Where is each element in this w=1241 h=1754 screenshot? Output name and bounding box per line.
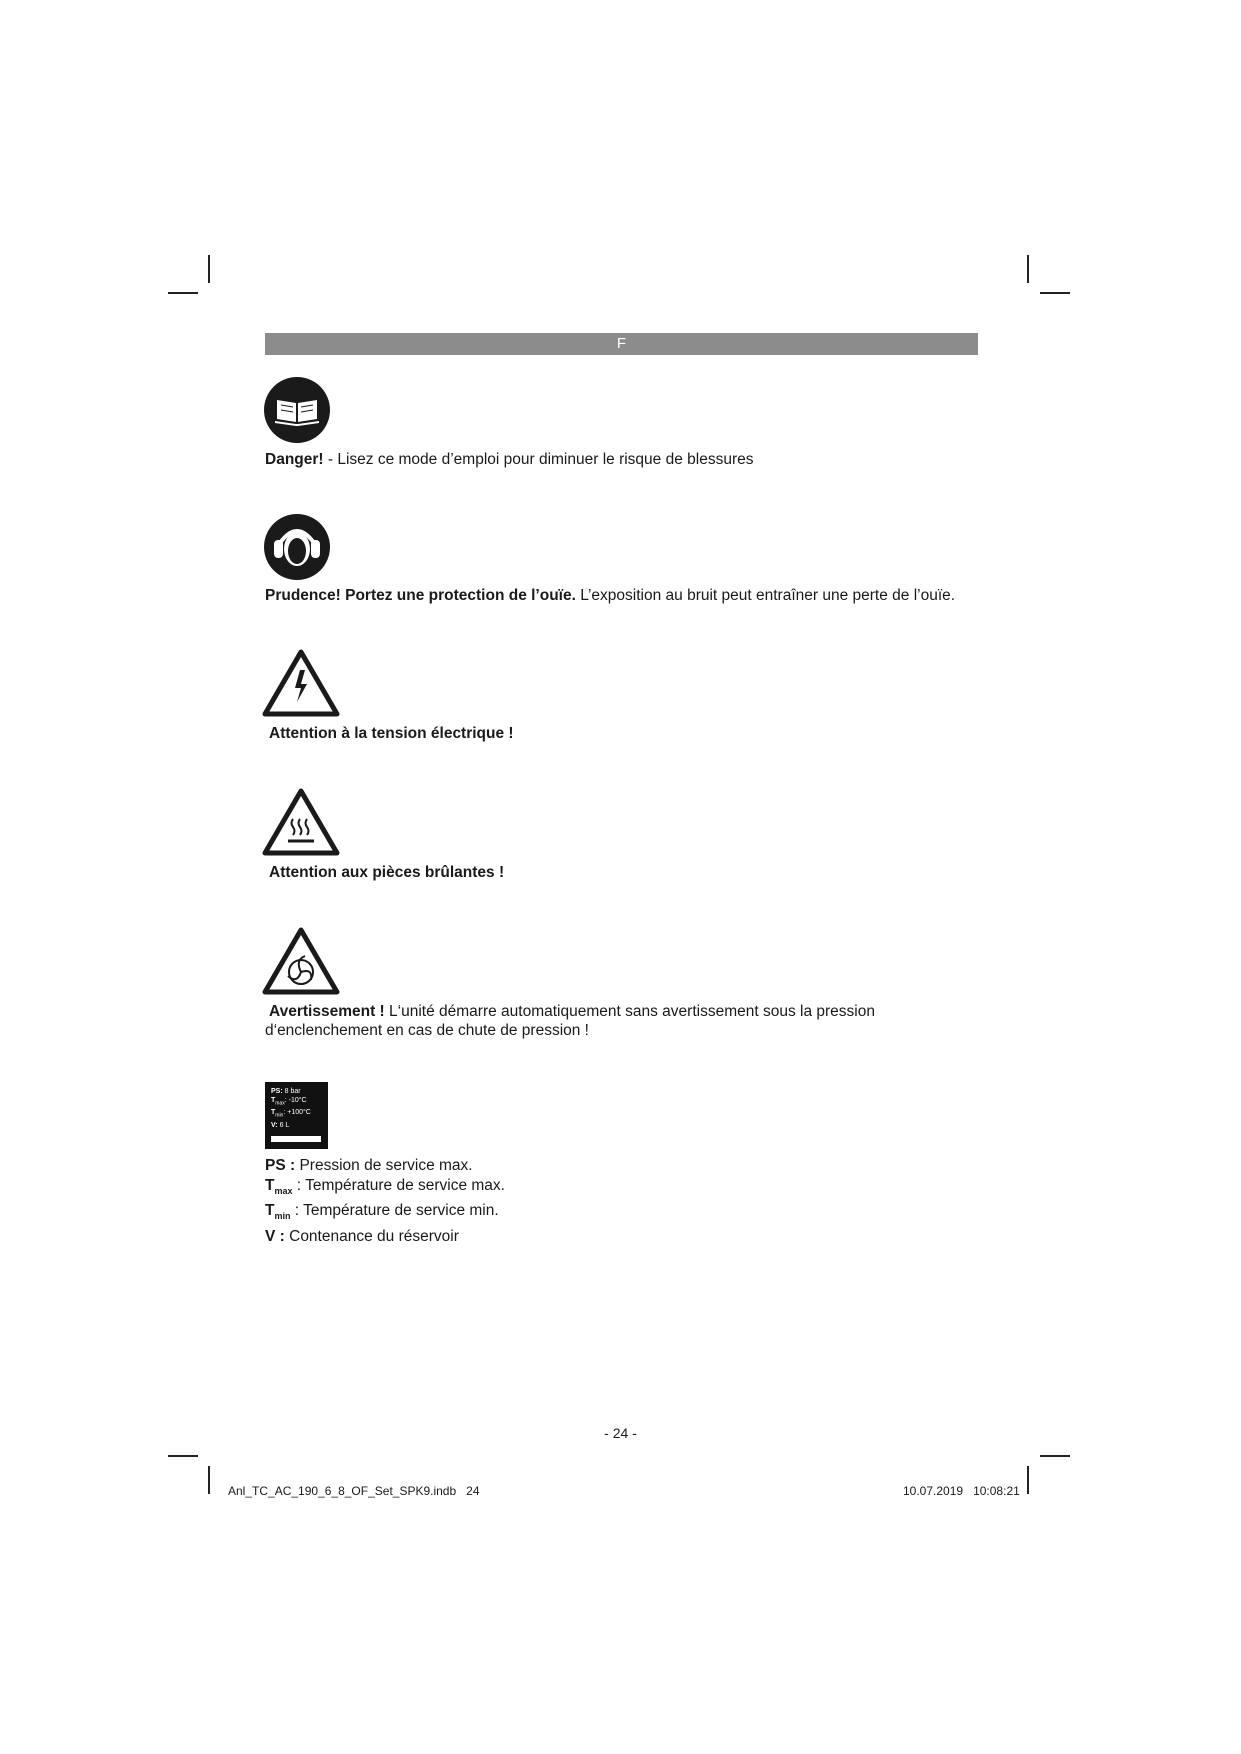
warning-bold: Attention à la tension électrique ! [269, 725, 514, 742]
plate-bar [271, 1136, 321, 1142]
warning-hot-surface [269, 863, 504, 882]
automatic-start-icon [262, 926, 340, 996]
warning-ear-protection [265, 586, 955, 605]
warning-automatic-start-line2: d‘enclenchement en cas de chute de pression ! [265, 1022, 589, 1039]
warning-automatic-start [269, 1002, 875, 1021]
footer-date: 10.07.2019 [903, 1484, 964, 1498]
warning-bold: Attention aux pièces brûlantes ! [269, 864, 505, 881]
language-code: F [616, 335, 627, 352]
rating-plate-legend [265, 1156, 505, 1246]
crop-mark [1040, 292, 1070, 294]
footer-timestamp [903, 1484, 1020, 1498]
warning-electric-voltage [269, 724, 514, 743]
ear-protection-icon [263, 513, 331, 581]
crop-mark [1040, 1455, 1070, 1457]
crop-mark [1027, 1466, 1029, 1494]
page-number: - 24 - [604, 1425, 637, 1441]
crop-mark [168, 292, 198, 294]
crop-mark [208, 255, 210, 283]
electric-voltage-icon [262, 648, 340, 718]
warning-bold: Danger! [265, 451, 324, 468]
hot-surface-icon [262, 787, 340, 857]
warning-read-manual [265, 450, 753, 469]
legend-row: $T_{min}$ : Température de service min. [265, 1202, 499, 1222]
crop-mark [208, 1466, 210, 1494]
warning-bold: Prudence! Portez une protection de l’ouïe. [265, 587, 576, 604]
legend-row: $T_{max}$ : Température de service max. [265, 1176, 505, 1196]
legend-row: V : Contenance du réservoir [265, 1227, 459, 1245]
warning-text: L‘unité démarre automatiquement sans avertissement sous la pression [384, 1003, 875, 1020]
legend-row: PS : Pression de service max. [265, 1157, 473, 1174]
warning-text: - Lisez ce mode d’emploi pour diminuer le risque de blessures [323, 451, 754, 468]
crop-mark [168, 1455, 198, 1457]
crop-mark [1027, 255, 1029, 283]
rating-plate-icon: PS: 8 bar $T_{max}$: -10°C $T_{min}$: +100°C V: 6 L [265, 1082, 328, 1149]
warning-text: L’exposition au bruit peut entraîner une perte de l’ouïe. [575, 587, 956, 604]
read-manual-icon [263, 376, 331, 444]
language-header-bar [265, 333, 978, 355]
warning-bold: Avertissement ! [269, 1003, 385, 1020]
footer-file-name: Anl_TC_AC_190_6_8_OF_Set_SPK9.indb 24 [228, 1484, 480, 1498]
footer-time: 10:08:21 [973, 1484, 1020, 1498]
